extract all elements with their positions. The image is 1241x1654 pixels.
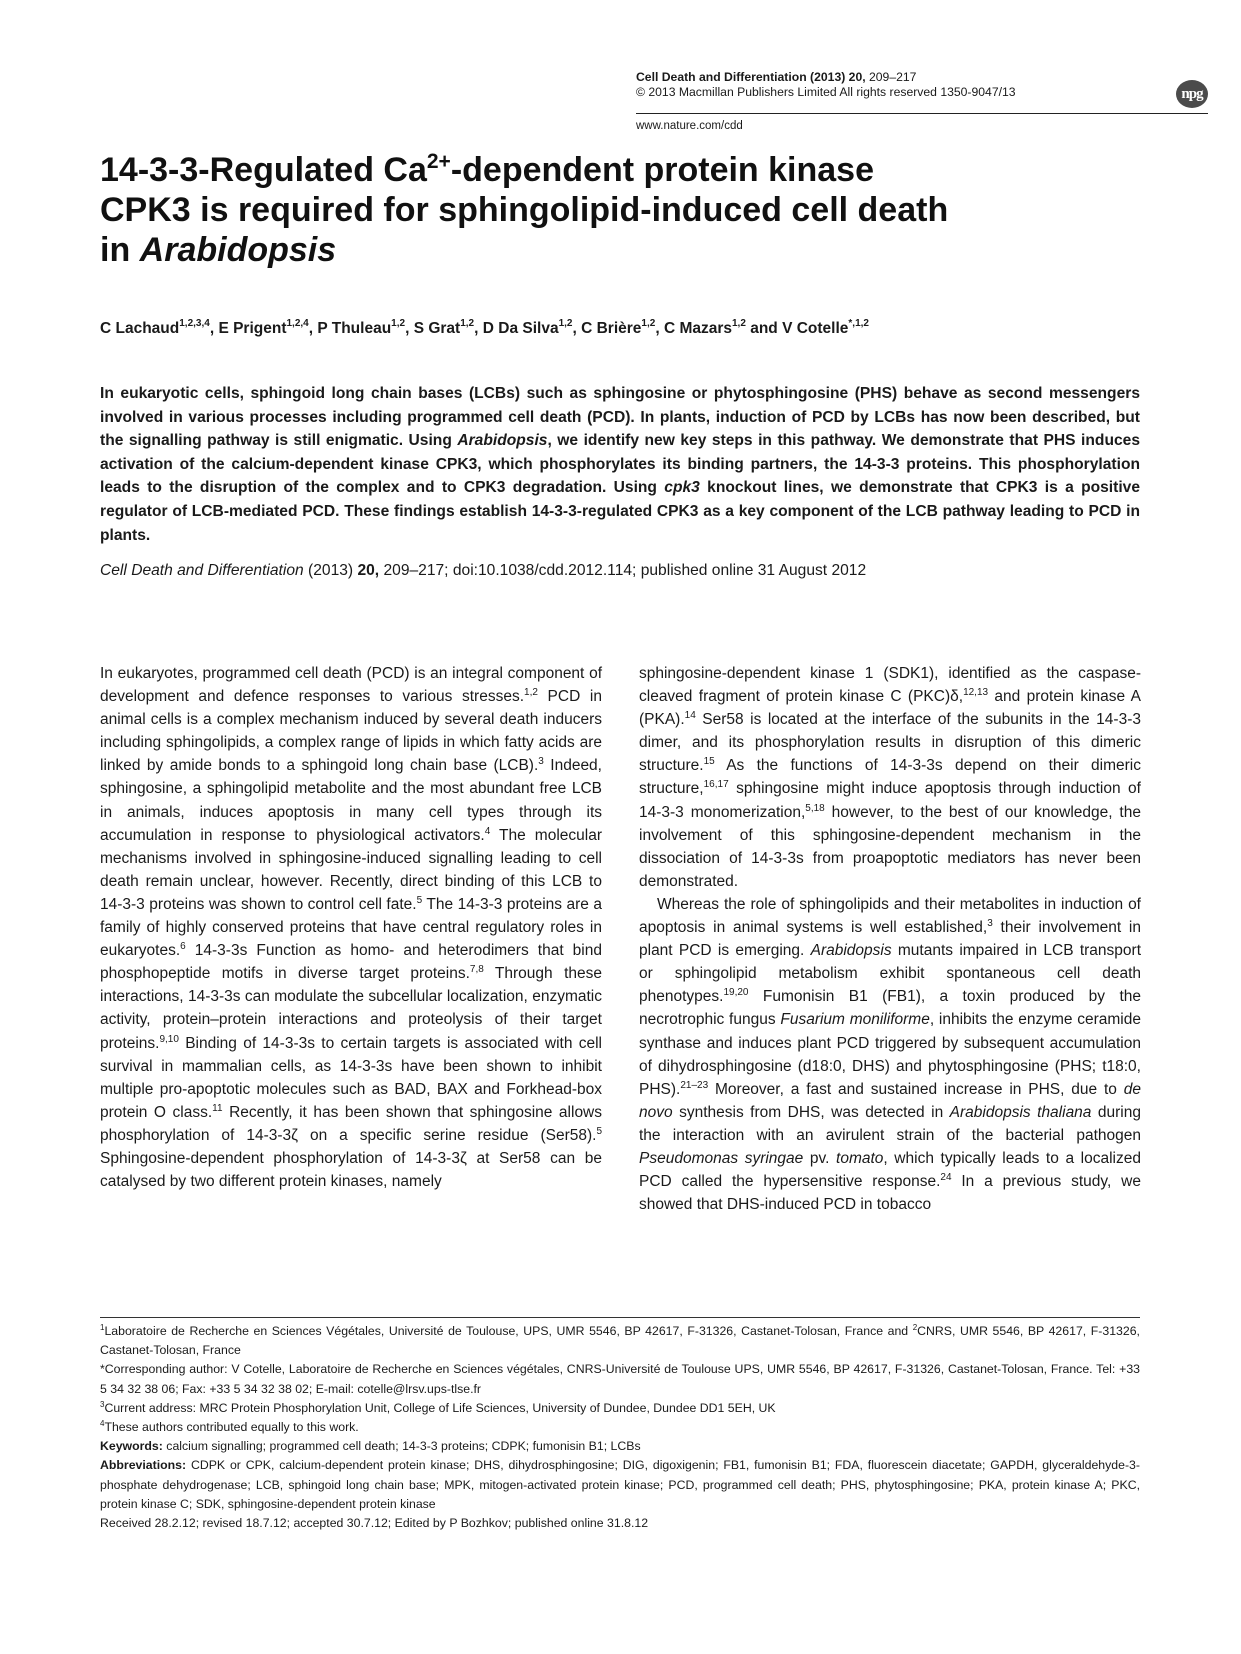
reference-link[interactable]: 15 bbox=[703, 756, 715, 768]
body-text: Moreover, a fast and sustained increase in PHS, due to bbox=[708, 1080, 1124, 1098]
footnote-divider bbox=[100, 1317, 1140, 1318]
body-text: The molecular mechanisms involved in sphingosine-induced signalling leading to cell death remain unclear, however. Recently, direct binding of this LCB to 14-3-3 proteins was shown to control cell fate. bbox=[100, 826, 603, 913]
body-text: As the functions of 14-3-3s depend on their dimeric structure, bbox=[639, 757, 1141, 798]
author-affiliation: 1,2 bbox=[641, 318, 656, 329]
body-italic: tomato bbox=[836, 1149, 884, 1167]
author-name[interactable]: V Cotelle bbox=[782, 320, 849, 337]
body-italic: Arabidopsis thaliana bbox=[949, 1103, 1092, 1121]
author-name[interactable]: C Brière bbox=[581, 320, 642, 337]
body-italic: Fusarium moniliforme bbox=[780, 1011, 930, 1029]
author-list bbox=[100, 318, 1200, 340]
reference-link[interactable]: 5 bbox=[416, 894, 423, 906]
body-text: sphingosine-dependent kinase 1 (SDK1), identified as the caspase-cleaved fragment of protein kinase C (PKC)δ, bbox=[639, 665, 1141, 706]
title-italic: Arabidopsis bbox=[139, 231, 337, 269]
affiliation-marker: 4 bbox=[100, 1419, 105, 1429]
reference-link[interactable]: 9,10 bbox=[159, 1033, 179, 1045]
reference-link[interactable]: 19,20 bbox=[723, 987, 749, 999]
title-superscript: 2+ bbox=[426, 150, 451, 173]
reference-link[interactable]: 6 bbox=[180, 941, 186, 953]
journal-citation-line bbox=[636, 70, 1106, 85]
body-text: PCD in animal cells is a complex mechanism induced by several death inducers including sphingolipids, a complex range of lipids in which fatty acids are linked by amide bonds to a sphingoid long chain base (LCB). bbox=[100, 688, 602, 775]
author-name[interactable]: P Thuleau bbox=[317, 320, 392, 337]
footnotes bbox=[100, 1322, 1140, 1533]
reference-link[interactable]: 12,13 bbox=[963, 687, 989, 699]
reference-link[interactable]: 24 bbox=[940, 1172, 952, 1184]
body-column-right bbox=[639, 662, 1141, 1216]
equal-contribution-note bbox=[100, 1418, 1140, 1437]
abbreviations-text: CDPK or CPK, calcium-dependent protein kinase; DHS, dihydrosphingosine; DIG, digoxigenin; FB1, fumonisin B1; FDA, fluorescein diacetate; GAPDH, glyceraldehyde-3-phosphate dehydrogenase; LCB, sphingoid long chain base; MPK, mitogen-activated protein kinase; PCD, programmed cell death; PHS, phytosphingosine; PKA, protein kinase A; PKC, protein kinase C; SDK, sphingosine-dependent protein kinase bbox=[100, 1458, 1140, 1511]
author-name[interactable]: D Da Silva bbox=[482, 320, 559, 337]
body-text: The 14-3-3 proteins are a family of highly conserved proteins that have central regulatory roles in eukaryotes. bbox=[100, 895, 603, 960]
body-text: Fumonisin B1 (FB1), a toxin produced by the necrotrophic fungus bbox=[639, 988, 1141, 1029]
keywords bbox=[100, 1437, 1140, 1456]
author-affiliation: 1,2,3,4 bbox=[179, 318, 210, 329]
reference-link[interactable]: 21–23 bbox=[680, 1079, 709, 1091]
citation-year: (2013) bbox=[303, 562, 358, 579]
author-affiliation: 1,2,4 bbox=[286, 318, 309, 329]
body-text: Through these interactions, 14-3-3s can modulate the subcellular localization, enzymatic activity, protein–protein interactions and proteolysis of their target proteins. bbox=[100, 965, 603, 1052]
author-name[interactable]: C Lachaud bbox=[100, 320, 180, 337]
body-text: Sphingosine-dependent phosphorylation of 14-3-3ζ at Ser58 can be catalysed by two different protein kinases, namely bbox=[100, 1149, 602, 1191]
reference-link[interactable]: 7,8 bbox=[469, 964, 484, 976]
affiliation-text: Current address: MRC Protein Phosphorylation Unit, College of Life Sciences, University of Dundee, Dundee DD1 5EH, UK bbox=[104, 1400, 776, 1415]
journal-year-volume: (2013) 20, bbox=[810, 70, 866, 84]
body-text: , inhibits the enzyme ceramide synthase and induces plant PCD triggered by subsequent accumulation of dihydrosphingosine (d18:0, DHS) and phytosphingosine (PHS; t18:0, PHS). bbox=[639, 1011, 1141, 1098]
abstract-text: In eukaryotic cells, sphingoid long chain bases (LCBs) such as sphingosine or phytosphingosine (PHS) behave as second messengers involved in various processes including programmed cell death (PCD). In plants, induction of PCD by LCBs has now been described, but the signalling pathway is still enigmatic. Using bbox=[100, 385, 1140, 450]
body-text: , which typically leads to a localized PCD called the hypersensitive response. bbox=[639, 1149, 1141, 1191]
abbreviations bbox=[100, 1456, 1140, 1514]
body-italic: de novo bbox=[639, 1080, 1141, 1121]
abstract-italic: Arabidopsis bbox=[457, 432, 548, 450]
body-text: their involvement in plant PCD is emerging. bbox=[639, 919, 1141, 960]
title-line-3 bbox=[100, 230, 1100, 270]
body-text: 14-3-3s Function as homo- and heterodimers that bind phosphopeptide motifs in diverse target proteins. bbox=[100, 942, 602, 983]
abstract-italic: cpk3 bbox=[664, 479, 700, 497]
author-separator: , bbox=[209, 320, 219, 337]
author-separator: , bbox=[308, 320, 318, 337]
title-text-3: in bbox=[100, 231, 140, 269]
reference-link[interactable]: 5,18 bbox=[805, 802, 825, 814]
title-text-1: 14-3-3-Regulated Ca bbox=[100, 151, 427, 189]
reference-link[interactable]: 11 bbox=[212, 1102, 223, 1114]
journal-header bbox=[636, 70, 1106, 99]
author-affiliation: 1,2 bbox=[391, 318, 406, 329]
abstract-text: knockout lines, we demonstrate that CPK3 is a positive regulator of LCB-mediated PCD. These findings establish 14-3-3-regulated CPK3 as a key component of the LCB pathway leading to PCD in plants. bbox=[100, 479, 1141, 544]
journal-pages: 209–217 bbox=[869, 70, 917, 84]
body-text: Ser58 is located at the interface of the subunits in the 14-3-3 dimer, and its phosphorylation results in disruption of this dimeric structure. bbox=[639, 711, 1141, 775]
keywords-text: calcium signalling; programmed cell death; 14-3-3 proteins; CDPK; fumonisin B1; LCBs bbox=[162, 1439, 641, 1454]
abstract-text: , we identify new key steps in this pathway. We demonstrate that PHS induces activation of the calcium-dependent kinase CPK3, which phosphorylates its binding partners, the 14-3-3 proteins. This phosphorylation leads to the disruption of the complex and to CPK3 degradation. Using bbox=[100, 432, 1140, 497]
body-italic: Pseudomonas syringae bbox=[639, 1149, 804, 1167]
body-text: synthesis from DHS, was detected in bbox=[672, 1103, 950, 1121]
author-affiliation: 1,2 bbox=[558, 318, 573, 329]
body-text: and protein kinase A (PKA). bbox=[639, 688, 1141, 729]
citation-journal: Cell Death and Differentiation bbox=[100, 562, 304, 579]
author-name[interactable]: C Mazars bbox=[663, 320, 732, 337]
current-address-note bbox=[100, 1399, 1140, 1418]
citation-doi: 209–217; doi:10.1038/cdd.2012.114; published online 31 August 2012 bbox=[379, 562, 867, 579]
affiliation-note bbox=[100, 1322, 1140, 1360]
article-citation bbox=[100, 560, 1140, 582]
author-affiliation: 1,2 bbox=[732, 318, 746, 329]
affiliation-marker: 3 bbox=[100, 1399, 105, 1409]
journal-url[interactable]: www.nature.com/cdd bbox=[636, 120, 743, 132]
body-text: In eukaryotes, programmed cell death (PCD) is an integral component of development and defence responses to various stresses. bbox=[100, 665, 602, 706]
body-text: however, to the best of our knowledge, the involvement of this sphingosine-dependent mechanism in the dissociation of 14-3-3s from proapoptotic mediators has never been demonstrated. bbox=[639, 803, 1141, 890]
author-name[interactable]: S Grat bbox=[413, 320, 461, 337]
title-line-1 bbox=[100, 150, 1100, 190]
affiliation-text: Laboratoire de Recherche en Sciences Végétales, Université de Toulouse, UPS, UMR 5546, BP 42617, F-31326, Castanet-Tolosan, France and bbox=[104, 1324, 913, 1338]
header-divider bbox=[636, 113, 1208, 114]
paragraph bbox=[100, 662, 602, 1193]
affiliation-text: These authors contributed equally to this work. bbox=[104, 1420, 359, 1435]
author-affiliation: 1,2 bbox=[460, 318, 475, 329]
body-text: during the interaction with an avirulent strain of the bacterial pathogen bbox=[639, 1103, 1141, 1144]
author-separator: , bbox=[405, 320, 414, 337]
body-text: mutants impaired in LCB transport or sphingolipid metabolism exhibit spontaneous cell death phenotypes. bbox=[639, 942, 1141, 1006]
author-name[interactable]: E Prigent bbox=[218, 320, 287, 337]
reference-link[interactable]: 3 bbox=[538, 756, 544, 768]
title-text-2: -dependent protein kinase bbox=[450, 151, 875, 189]
title-line-2: CPK3 is required for sphingolipid-induced cell death bbox=[100, 191, 949, 229]
body-text: sphingosine might induce apoptosis through induction of 14-3-3 monomerization, bbox=[639, 780, 1141, 821]
citation-volume: 20, bbox=[357, 562, 380, 579]
affiliation-marker: 2 bbox=[912, 1323, 918, 1332]
body-italic: Arabidopsis bbox=[810, 942, 892, 960]
affiliation-marker: 1 bbox=[100, 1323, 105, 1332]
paragraph bbox=[639, 893, 1141, 1216]
received-dates: Received 28.2.12; revised 18.7.12; accepted 30.7.12; Edited by P Bozhkov; published online 31.8.12 bbox=[100, 1516, 649, 1531]
abbreviations-label: Abbreviations: bbox=[100, 1458, 187, 1473]
reference-link[interactable]: 16,17 bbox=[703, 779, 729, 791]
journal-name: Cell Death and Differentiation bbox=[636, 70, 807, 84]
author-separator: , bbox=[474, 320, 483, 337]
author-affiliation: *,1,2 bbox=[848, 318, 869, 329]
author-separator: and bbox=[745, 320, 783, 337]
body-text: Recently, it has been shown that sphingosine allows phosphorylation of 14-3-3ζ on a specific serine residue (Ser58). bbox=[100, 1103, 603, 1144]
author-separator: , bbox=[572, 320, 582, 337]
keywords-label: Keywords: bbox=[100, 1439, 163, 1454]
body-text: pv. bbox=[803, 1149, 837, 1167]
author-separator: , bbox=[655, 320, 664, 337]
paragraph bbox=[639, 662, 1141, 893]
body-text: Indeed, sphingosine, a sphingolipid metabolite and the most abundant free LCB in animals, induces apoptosis in many cell types through its accumulation in response to physiological activators. bbox=[100, 757, 602, 844]
npg-logo: npg bbox=[1176, 80, 1208, 108]
body-column-left bbox=[100, 662, 602, 1193]
corresponding-author-note: *Corresponding author: V Cotelle, Laboratoire de Recherche en Sciences végétales, CNRS-Université de Toulouse UPS, UMR 5546, BP 42617, F-31326, Castanet-Tolosan, France. Tel: +33 5 34 32 38 06; Fax: +33 5 34 32 38 02; E-mail: cotelle@lrsv.ups-tlse.fr bbox=[100, 1362, 1140, 1396]
abstract bbox=[100, 382, 1140, 547]
body-text: Binding of 14-3-3s to certain targets is associated with cell survival in mammalian cells, as 14-3-3s have been shown to inhibit multiple pro-apoptotic molecules such as BAD, BAX and Forkhead-box protein O class. bbox=[100, 1034, 602, 1121]
article-title bbox=[100, 150, 1100, 270]
body-text: Whereas the role of sphingolipids and their metabolites in induction of apoptosis in animal systems is well established, bbox=[639, 895, 1141, 937]
reference-link[interactable]: 5 bbox=[596, 1125, 602, 1137]
reference-link[interactable]: 1,2 bbox=[524, 687, 538, 699]
reference-link[interactable]: 3 bbox=[987, 918, 993, 930]
reference-link[interactable]: 4 bbox=[484, 825, 491, 837]
body-text: In a previous study, we showed that DHS-induced PCD in tobacco bbox=[639, 1173, 1141, 1214]
copyright-line: © 2013 Macmillan Publishers Limited All rights reserved 1350-9047/13 bbox=[636, 84, 1016, 99]
affiliation-text: CNRS, UMR 5546, BP 42617, F-31326, Castanet-Tolosan, France bbox=[100, 1324, 1140, 1358]
reference-link[interactable]: 14 bbox=[684, 710, 696, 722]
